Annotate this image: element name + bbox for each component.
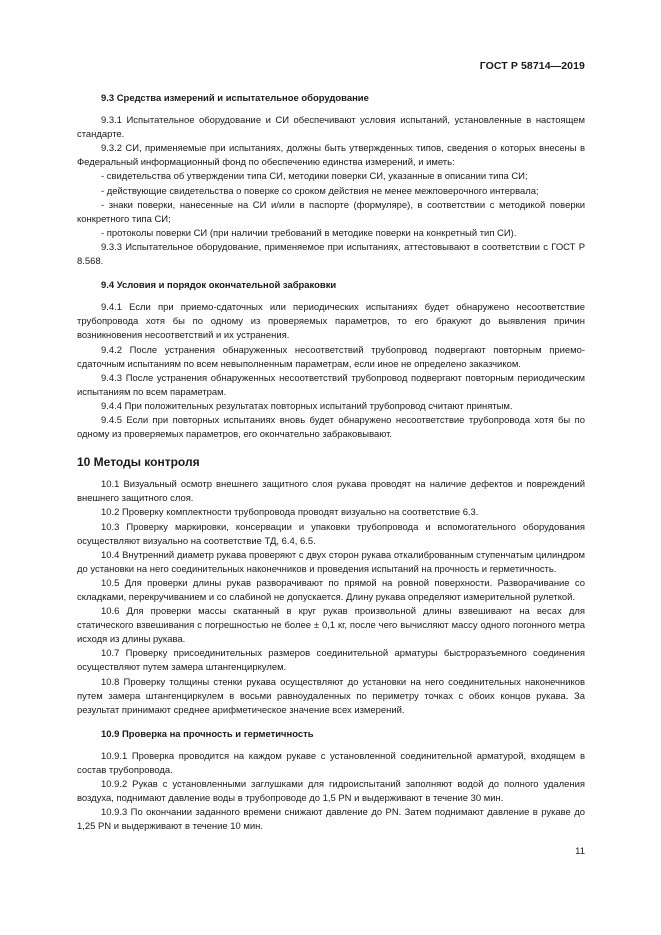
page-number: 11 [575,846,585,857]
paragraph-10-8: 10.8 Проверку толщины стенки рукава осуществляют до установки на него соединительных наконечников путем замера штангенциркулем в восьми равноудаленных по периметру точках с обоих концов рукава. За результат принимают среднее арифметическое значение всех измерений. [77,676,585,716]
paragraph-10-6: 10.6 Для проверки массы скатанный в круг рукав произвольной длины взвешивают на весах для статического взвешивания с погрешностью не более ± 0,1 кг, после чего вычисляют массу одного погонного метра исходя из длины рукава. [77,606,585,646]
section-9-4-heading: 9.4 Условия и порядок окончательной забраковки [101,280,337,292]
paragraph-10-1: 10.1 Визуальный осмотр внешнего защитного слоя рукава проводят на наличие дефектов и повреждений внешнего защитного слоя. [77,479,585,505]
paragraph-9-4-4: 9.4.4 При положительных результатах повторных испытаний трубопровод считают принятым. [101,400,513,412]
paragraph-10-4: 10.4 Внутренний диаметр рукава проверяют с двух сторон рукава откалиброванным ступенчатым цилиндром до установки на него соединительных наконечников и проведения испытаний на прочность и герметичность. [77,549,585,575]
section-10-title: 10 Методы контроля [77,455,200,470]
bullet-type-approval: - свидетельства об утверждении типа СИ, методики поверки СИ, указанные в описании типа СИ; [101,171,528,183]
paragraph-10-5: 10.5 Для проверки длины рукав разворачивают по прямой на ровной поверхности. Разворачивание со складками, перекручиванием и со слабиной не допускается. Длину рукава определяют измерительной рулеткой. [77,577,585,603]
paragraph-9-3-3: 9.3.3 Испытательное оборудование, применяемое при испытаниях, аттестовывают в соответствии с ГОСТ Р 8.568. [77,241,585,268]
paragraph-9-3-2: 9.3.2 СИ, применяемые при испытаниях, должны быть утвержденных типов, сведения о которых внесены в Федеральный информационный фонд по обеспечению единства измерений, и иметь: [77,143,585,169]
paragraph-10-9-3: 10.9.3 По окончании заданного времени снижают давление до PN. Затем поднимают давление в рукаве до 1,25 PN и выдерживают в течение 10 мин. [77,807,585,833]
paragraph-10-9-1: 10.9.1 Проверка проводится на каждом рукаве с установленной соединительной арматурой, входящем в состав трубопровода. [77,750,585,777]
bullet-verification-protocols: - протоколы поверки СИ (при наличии требований в методике поверки на конкретный тип СИ). [101,227,517,239]
paragraph-9-4-1: 9.4.1 Если при приемо-сдаточных или периодических испытаниях будет обнаружено несоответствие трубопровода хотя бы по одному из проверяемых параметров, то его бракуют до выявления причин возникновения несоответствий и их устранения. [77,302,585,342]
paragraph-9-4-2: 9.4.2 После устранения обнаруженных несоответствий трубопровод подвергают повторным приемо-сдаточным испытаниям по всем невыполненным параметрам, если иное не определено заказчиком. [77,344,585,370]
paragraph-9-3-1: 9.3.1 Испытательное оборудование и СИ обеспечивают условия испытаний, установленные в настоящем стандарте. [77,115,585,141]
paragraph-9-4-3: 9.4.3 После устранения обнаруженных несоответствий трубопровод подвергают повторным периодическим испытаниям по всем параметрам. [77,372,585,398]
section-10-heading [77,455,585,469]
paragraph-9-4-5: 9.4.5 Если при повторных испытаниях вновь будет обнаружено несоответствие трубопровода хотя бы по одному из проверяемых параметров, его окончательно забраковывают. [77,414,585,441]
paragraph-10-3: 10.3 Проверку маркировки, консервации и упаковки трубопровода и вспомогательного оборудования осуществляют визуально на соответствие ТД, 6.4, 6.5. [77,521,585,547]
page-content [77,92,585,835]
section-10-9-heading: 10.9 Проверка на прочность и герметичность [101,728,314,740]
section-9-3-heading: 9.3 Средства измерений и испытательное оборудование [101,93,369,104]
paragraph-10-9-2: 10.9.2 Рукав с установленными заглушками для гидроиспытаний заполняют водой до полного удаления воздуха, поднимают давление воды в трубопроводе до 1,5 PN и выдерживают в течение 30 мин. [77,779,585,805]
paragraph-10-2: 10.2 Проверку комплектности трубопровода проводят визуально на соответствие 6.3. [101,507,479,519]
bullet-verification-certificates: - действующие свидетельства о поверке со сроком действия не менее межповерочного интервала; [101,185,539,197]
bullet-verification-marks: - знаки поверки, нанесенные на СИ и/или в паспорте (формуляре), в соответствии с методикой поверки конкретного типа СИ; [77,199,585,225]
paragraph-10-7: 10.7 Проверку присоединительных размеров соединительной арматуры быстроразъемного соединения осуществляют путем замера штангенциркулем. [77,648,585,674]
standard-designation: ГОСТ Р 58714—2019 [479,60,585,72]
